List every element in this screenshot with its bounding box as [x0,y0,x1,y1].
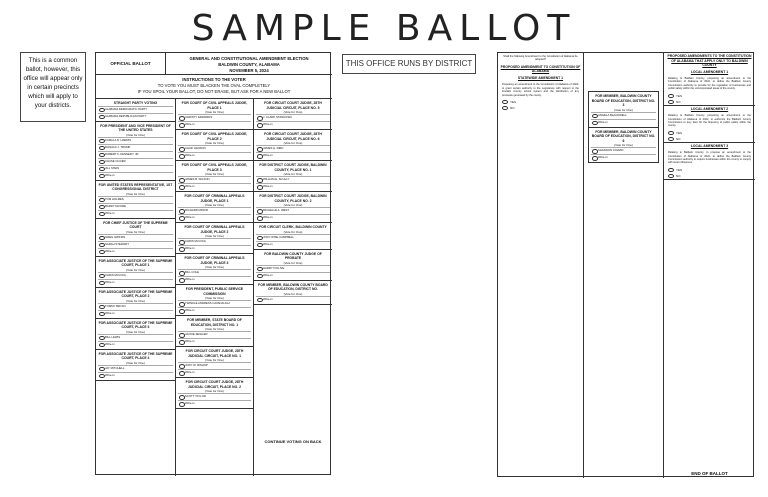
candidate-option[interactable]: WILLIAM E. SCULLY [256,176,330,183]
common-ballot-note: This is a common ballot, however, this office will appear only in certain precincts which will apply to your districts. [20,52,86,122]
contest [254,99,332,130]
contest [176,192,253,223]
no-option[interactable] [664,99,755,105]
candidate-option[interactable]: DONALD J. TRUMP [98,144,173,151]
local-amendment-text: Relating to Baldwin County, proposing an amendment to the Constitution of Alabama of 2022, to authorize the Baldwin County Commission to levy fees for the financing of public safety within the county. [668,114,751,128]
candidate-option[interactable]: Write-in [256,296,330,303]
contest-instructions: (Vote for One) [205,172,224,176]
candidate-option[interactable]: J. CLARK STANKOSKI [256,114,330,121]
oval[interactable] [668,174,674,179]
election-header-line: NOVEMBER 5, 2024 [229,68,269,73]
contest-title: FOR PRESIDENT AND VICE PRESIDENT OF THE UNITED STATES [100,123,171,132]
contest-instructions: (Vote for One) [283,203,303,207]
local-amendment [664,106,755,143]
candidate-option[interactable]: Write-in [178,400,251,407]
contest [96,319,175,350]
candidate-option[interactable]: KAMALA D. HARRIS [98,137,173,144]
candidate-option[interactable]: JAY MITCHELL [98,365,173,372]
contest [254,161,332,192]
candidate-option[interactable]: CHRISTY EDWARDS [178,114,251,121]
contest [96,257,175,288]
candidate-option[interactable]: CHASE OLIVER [98,158,173,165]
no-option[interactable] [664,173,755,179]
contest [254,130,332,161]
yes-label: YES [676,167,683,172]
contest-title: STRAIGHT PARTY VOTING [113,101,158,105]
candidate-option[interactable]: RICHARD MINOR [178,207,251,214]
contest-instructions: (Vote for One) [205,265,224,269]
contest-instructions: (Vote for One) [205,110,224,114]
candidate-option[interactable]: Write-in [178,214,251,221]
amendment-question: Shall the following Amendment to the Constitution of Alabama be adopted? [503,55,578,62]
local-amendment-title: LOCAL AMENDMENT 3 [690,143,729,148]
continue-voting-note: CONTINUE VOTING ON BACK [264,439,322,444]
district-note: THIS OFFICE RUNS BY DISTRICT [342,54,476,74]
candidate-option[interactable]: Write-in [591,154,656,161]
candidate-option[interactable]: BILL COLE [178,269,251,276]
contest-title: FOR ASSOCIATE JUSTICE OF THE SUPREME COURT, PLACE 1 [98,258,173,267]
candidate-option[interactable]: Write-in [256,214,330,221]
oval[interactable] [502,106,508,111]
candidate-option[interactable]: TWINKLE ANDRESS CAVANAUGH [178,300,251,307]
ballot-front [95,52,331,475]
contest-title: FOR ASSOCIATE JUSTICE OF THE SUPREME COURT, PLACE 2 [98,289,173,298]
contest-title: FOR CIRCUIT CLERK, BALDWIN COUNTY [259,225,327,229]
contest-instructions: (Vote for One) [205,358,224,362]
ballot-back [497,52,754,477]
contest-title: FOR ASSOCIATE JUSTICE OF THE SUPREME COURT, PLACE 4 [98,351,173,360]
oval[interactable] [668,137,674,142]
contest-title: FOR BALDWIN COUNTY JUDGE OF PROBATE [264,251,322,260]
no-label: NO [676,136,681,141]
candidate-option[interactable]: SHANNON COWAN [591,147,656,154]
contest-title: FOR DISTRICT COURT JUDGE, BALDWIN COUNTY, PLACE NO. 1 [259,163,327,172]
candidate-option[interactable]: JILL STEIN [98,165,173,172]
candidate-option[interactable]: JACKIE ZEIGLER [178,331,251,338]
contest [176,99,253,130]
candidate-option[interactable]: Write-in [256,183,330,190]
candidate-option[interactable]: Write-in [256,121,330,128]
contest-title: FOR COURT OF CRIMINAL APPEALS JUDGE, PLACE 1 [184,194,245,203]
statewide-amendment-text: Proposing an amendment to the Constitution of Alabama of 2022, to grant certain authority to the Legislature with respect to the Franklin County school system and the distribution of any proceeds generated by the county. [502,83,579,97]
back-column-2 [584,53,664,478]
local-amendments-header: PROPOSED AMENDMENTS TO THE CONSTITUTION OF ALABAMA THAT APPLY ONLY TO BALDWIN COUNTY [667,54,752,67]
contest-instructions: (Vote for One) [126,298,145,303]
contest [176,130,253,161]
candidate-option[interactable]: GREG GRIFFIN [98,234,173,241]
contest [96,122,175,181]
candidate-option[interactable]: BARRY MOORE [98,203,173,210]
page-title: SAMPLE BALLOT [191,8,577,49]
contest [96,181,175,219]
ballot-column-1 [96,99,176,476]
contest-title: FOR MEMBER, BALDWIN COUNTY BOARD OF EDUCATION, DISTRICT NO. 6 [591,129,656,143]
candidate-option[interactable]: JODY W. BISHOP [178,362,251,369]
contest-title: FOR CHIEF JUSTICE OF THE SUPREME COURT [103,220,168,229]
candidate-option[interactable]: SCOTT TAYLOR [178,393,251,400]
candidate-option[interactable]: Write-in [98,279,173,286]
local-amendment [664,143,755,180]
contest [96,219,175,257]
contest-title: FOR COURT OF CIVIL APPEALS JUDGE, PLACE 3 [181,163,248,172]
candidate-option[interactable]: ALABAMA DEMOCRATIC PARTY [98,106,173,113]
candidate-option[interactable]: Write-in [178,183,251,190]
contest-title: FOR UNITED STATES REPRESENTATIVE, 1ST CONGRESSIONAL DISTRICT [98,182,173,191]
local-amendment-text: Relating to Baldwin County, to propose an amendment to the Constitution of Alabama of 2022, to define the Baldwin County Commission authority to require businesses within the county to comply with local ordinances. [668,151,751,165]
contest-title: FOR CIRCUIT COURT JUDGE, 28TH JUDICIAL CIRCUIT, PLACE NO. 6 [264,132,322,141]
candidate-option[interactable]: Write-in [256,152,330,159]
contest [176,254,253,285]
contest-title: FOR PRESIDENT, PUBLIC SERVICE COMMISSION [185,287,244,296]
candidate-option[interactable]: Write-in [98,210,173,217]
spacer [584,53,663,91]
oval[interactable] [502,100,508,105]
candidate-option[interactable]: ALABAMA REPUBLICAN PARTY [98,113,173,120]
contest-instructions: (Vote for One) [126,132,145,137]
contest [254,281,332,305]
election-header-line: GENERAL AND CONSTITUTIONAL AMENDMENT ELECTION [189,56,309,61]
back-column-3 [664,53,755,478]
oval[interactable] [668,94,674,99]
oval[interactable] [668,131,674,136]
local-amendment-title: LOCAL AMENDMENT 2 [690,106,729,111]
contest [176,378,253,409]
contest [254,250,332,281]
candidate-option[interactable]: TOM HOLMES [98,196,173,203]
contest-instructions: (Vote for One) [283,110,303,114]
yes-label: YES [676,130,683,135]
contest-title: FOR CIRCUIT COURT JUDGE, 28TH JUDICIAL CIRCUIT, PLACE NO. 5 [264,101,322,110]
contest [176,223,253,254]
instruction-line: IF YOU SPOIL YOUR BALLOT, DO NOT ERASE, BUT ASK FOR A NEW BALLOT [137,89,291,94]
contest-title: FOR COURT OF CIVIL APPEALS JUDGE, PLACE 1 [181,101,248,110]
candidate-option[interactable]: Write-in [178,338,251,345]
candidate-option[interactable]: Write-in [178,369,251,376]
contest-instructions: (Vote for One) [614,143,633,147]
contest-title: FOR MEMBER, STATE BOARD OF EDUCATION, DISTRICT NO. 1 [187,318,242,327]
contest-title: FOR COURT OF CIVIL APPEALS JUDGE, PLACE 2 [181,132,248,141]
candidate-option[interactable]: BILL LEWIS [98,334,173,341]
contest [96,99,175,122]
contest-instructions: (Vote for One) [126,267,145,272]
no-label: NO [510,105,515,110]
contest [96,288,175,319]
contest-instructions: (Vote for One) [126,329,145,334]
candidate-option[interactable]: JAMES H. REID [256,145,330,152]
candidate-option[interactable]: Write-in [256,272,330,279]
candidate-option[interactable]: Write-in [178,276,251,283]
contest-title: FOR MEMBER, BALDWIN COUNTY BOARD OF EDUCATION, DISTRICT NO. [258,282,328,291]
no-option[interactable] [664,136,755,142]
candidate-option[interactable]: Write-in [98,341,173,348]
statewide-amendment-title: STATEWIDE AMENDMENT 1 [517,75,564,80]
candidate-option[interactable]: CHRIS McCOOL [178,238,251,245]
contest-title: FOR DISTRICT COURT JUDGE, BALDWIN COUNTY, PLACE NO. 2 [259,194,327,203]
no-option[interactable] [498,105,583,111]
candidate-option[interactable]: JAMES B. WILSON [178,176,251,183]
contest-title: FOR MEMBER, BALDWIN COUNTY BOARD OF EDUCATION, DISTRICT NO. 3 [591,94,656,107]
yes-label: YES [510,99,517,104]
oval[interactable] [668,168,674,173]
ballot-column-2 [176,99,254,476]
end-of-ballot: END OF BALLOT [691,471,728,476]
contest-title: FOR CIRCUIT COURT JUDGE, 28TH JUDICIAL CIRCUIT, PLACE NO. 1 [185,349,244,358]
contest-title: FOR COURT OF CRIMINAL APPEALS JUDGE, PLACE 3 [184,256,245,265]
candidate-option[interactable]: Write-in [178,152,251,159]
election-header-line: BALDWIN COUNTY, ALABAMA [218,62,280,67]
no-label: NO [676,99,681,104]
contest-instructions: (Vote for One) [283,141,303,145]
candidate-option[interactable]: Write-in [98,310,173,317]
contest [254,192,332,223]
candidate-option[interactable]: Write-in [178,307,251,314]
candidate-option[interactable]: Write-in [98,172,173,179]
contest-instructions: (Vote for One) [205,234,224,238]
voter-instructions [96,75,332,99]
candidate-option[interactable]: ROBERT F. KENNEDY, JR. [98,151,173,158]
back-column-1 [498,53,584,478]
proposed-amendment-title: PROPOSED AMENDMENT TO CONSTITUTION OF ALABAMA [500,64,581,74]
candidate-option[interactable]: CHAD HANSON [178,145,251,152]
oval[interactable] [668,100,674,105]
contest-instructions: (Vote for One) [126,191,145,196]
candidate-option[interactable]: ANGELA BLACKWELL [591,112,656,119]
contest-instructions: (Vote for One) [283,172,303,176]
contest-title: FOR COURT OF CRIMINAL APPEALS JUDGE, PLACE 2 [184,225,245,234]
contest [589,128,658,164]
contest-instructions: (Vote for One) [283,291,303,296]
contest-instructions: (Vote for One) [614,107,633,112]
candidate-option[interactable]: Write-in [98,372,173,379]
contest-title: FOR CIRCUIT COURT JUDGE, 28TH JUDICIAL CIRCUIT, PLACE NO. 2 [185,380,244,389]
contest [96,350,175,381]
instruction-line: TO VOTE YOU MUST BLACKEN THE OVAL COMPLETELY [157,83,271,88]
contest-instructions: (Vote for One) [283,229,303,234]
local-amendment [664,69,755,106]
contest-instructions: (Vote for One) [205,296,224,300]
candidate-option[interactable]: Write-in [98,248,173,255]
candidate-option[interactable]: Write-in [591,119,656,126]
candidate-option[interactable]: CHRIS McCOOL [98,272,173,279]
contest-title: FOR ASSOCIATE JUSTICE OF THE SUPREME COURT, PLACE 3 [98,320,173,329]
contest-instructions: (Vote for One) [205,141,224,145]
instructions-title: INSTRUCTIONS TO THE VOTER [182,77,246,82]
candidate-option[interactable]: SARAH STEWART [98,241,173,248]
contest-instructions: (Vote for One) [283,260,303,265]
contest-instructions: (Vote for One) [205,389,224,393]
ballot-column-3 [254,99,332,476]
contest-instructions: (Vote for One) [126,229,145,234]
local-amendment-text: Relating to Baldwin County, proposing an amendment to the Constitution of Alabama of 2022, to define the Baldwin County Commission authority to provide for the regulation of businesses and public safety within the unincorporated areas of the county. [668,77,751,91]
candidate-option[interactable]: TOMMY BRYAN [98,303,173,310]
candidate-option[interactable]: Write-in [178,245,251,252]
election-header [166,53,332,75]
official-ballot-label: OFFICIAL BALLOT [96,53,166,75]
contest [176,285,253,316]
contest [589,92,658,128]
candidate-option[interactable]: HARRY D'OLIVE [256,265,330,272]
contest [254,223,332,250]
yes-label: YES [676,93,683,98]
contest [176,316,253,347]
contest [176,161,253,192]
local-amendment-title: LOCAL AMENDMENT 1 [690,69,729,74]
no-label: NO [676,173,681,178]
contest-instructions: (Vote for One) [205,327,224,331]
candidate-option[interactable]: Write-in [256,241,330,248]
contest-instructions: (Vote for One) [205,203,224,207]
candidate-option[interactable]: Write-in [178,121,251,128]
contest [176,347,253,378]
contest-instructions: (Vote for One) [126,360,145,365]
candidate-option[interactable]: MICHELLE A. WEST [256,207,330,214]
candidate-option[interactable]: JODY WISE CAMPBELL [256,234,330,241]
